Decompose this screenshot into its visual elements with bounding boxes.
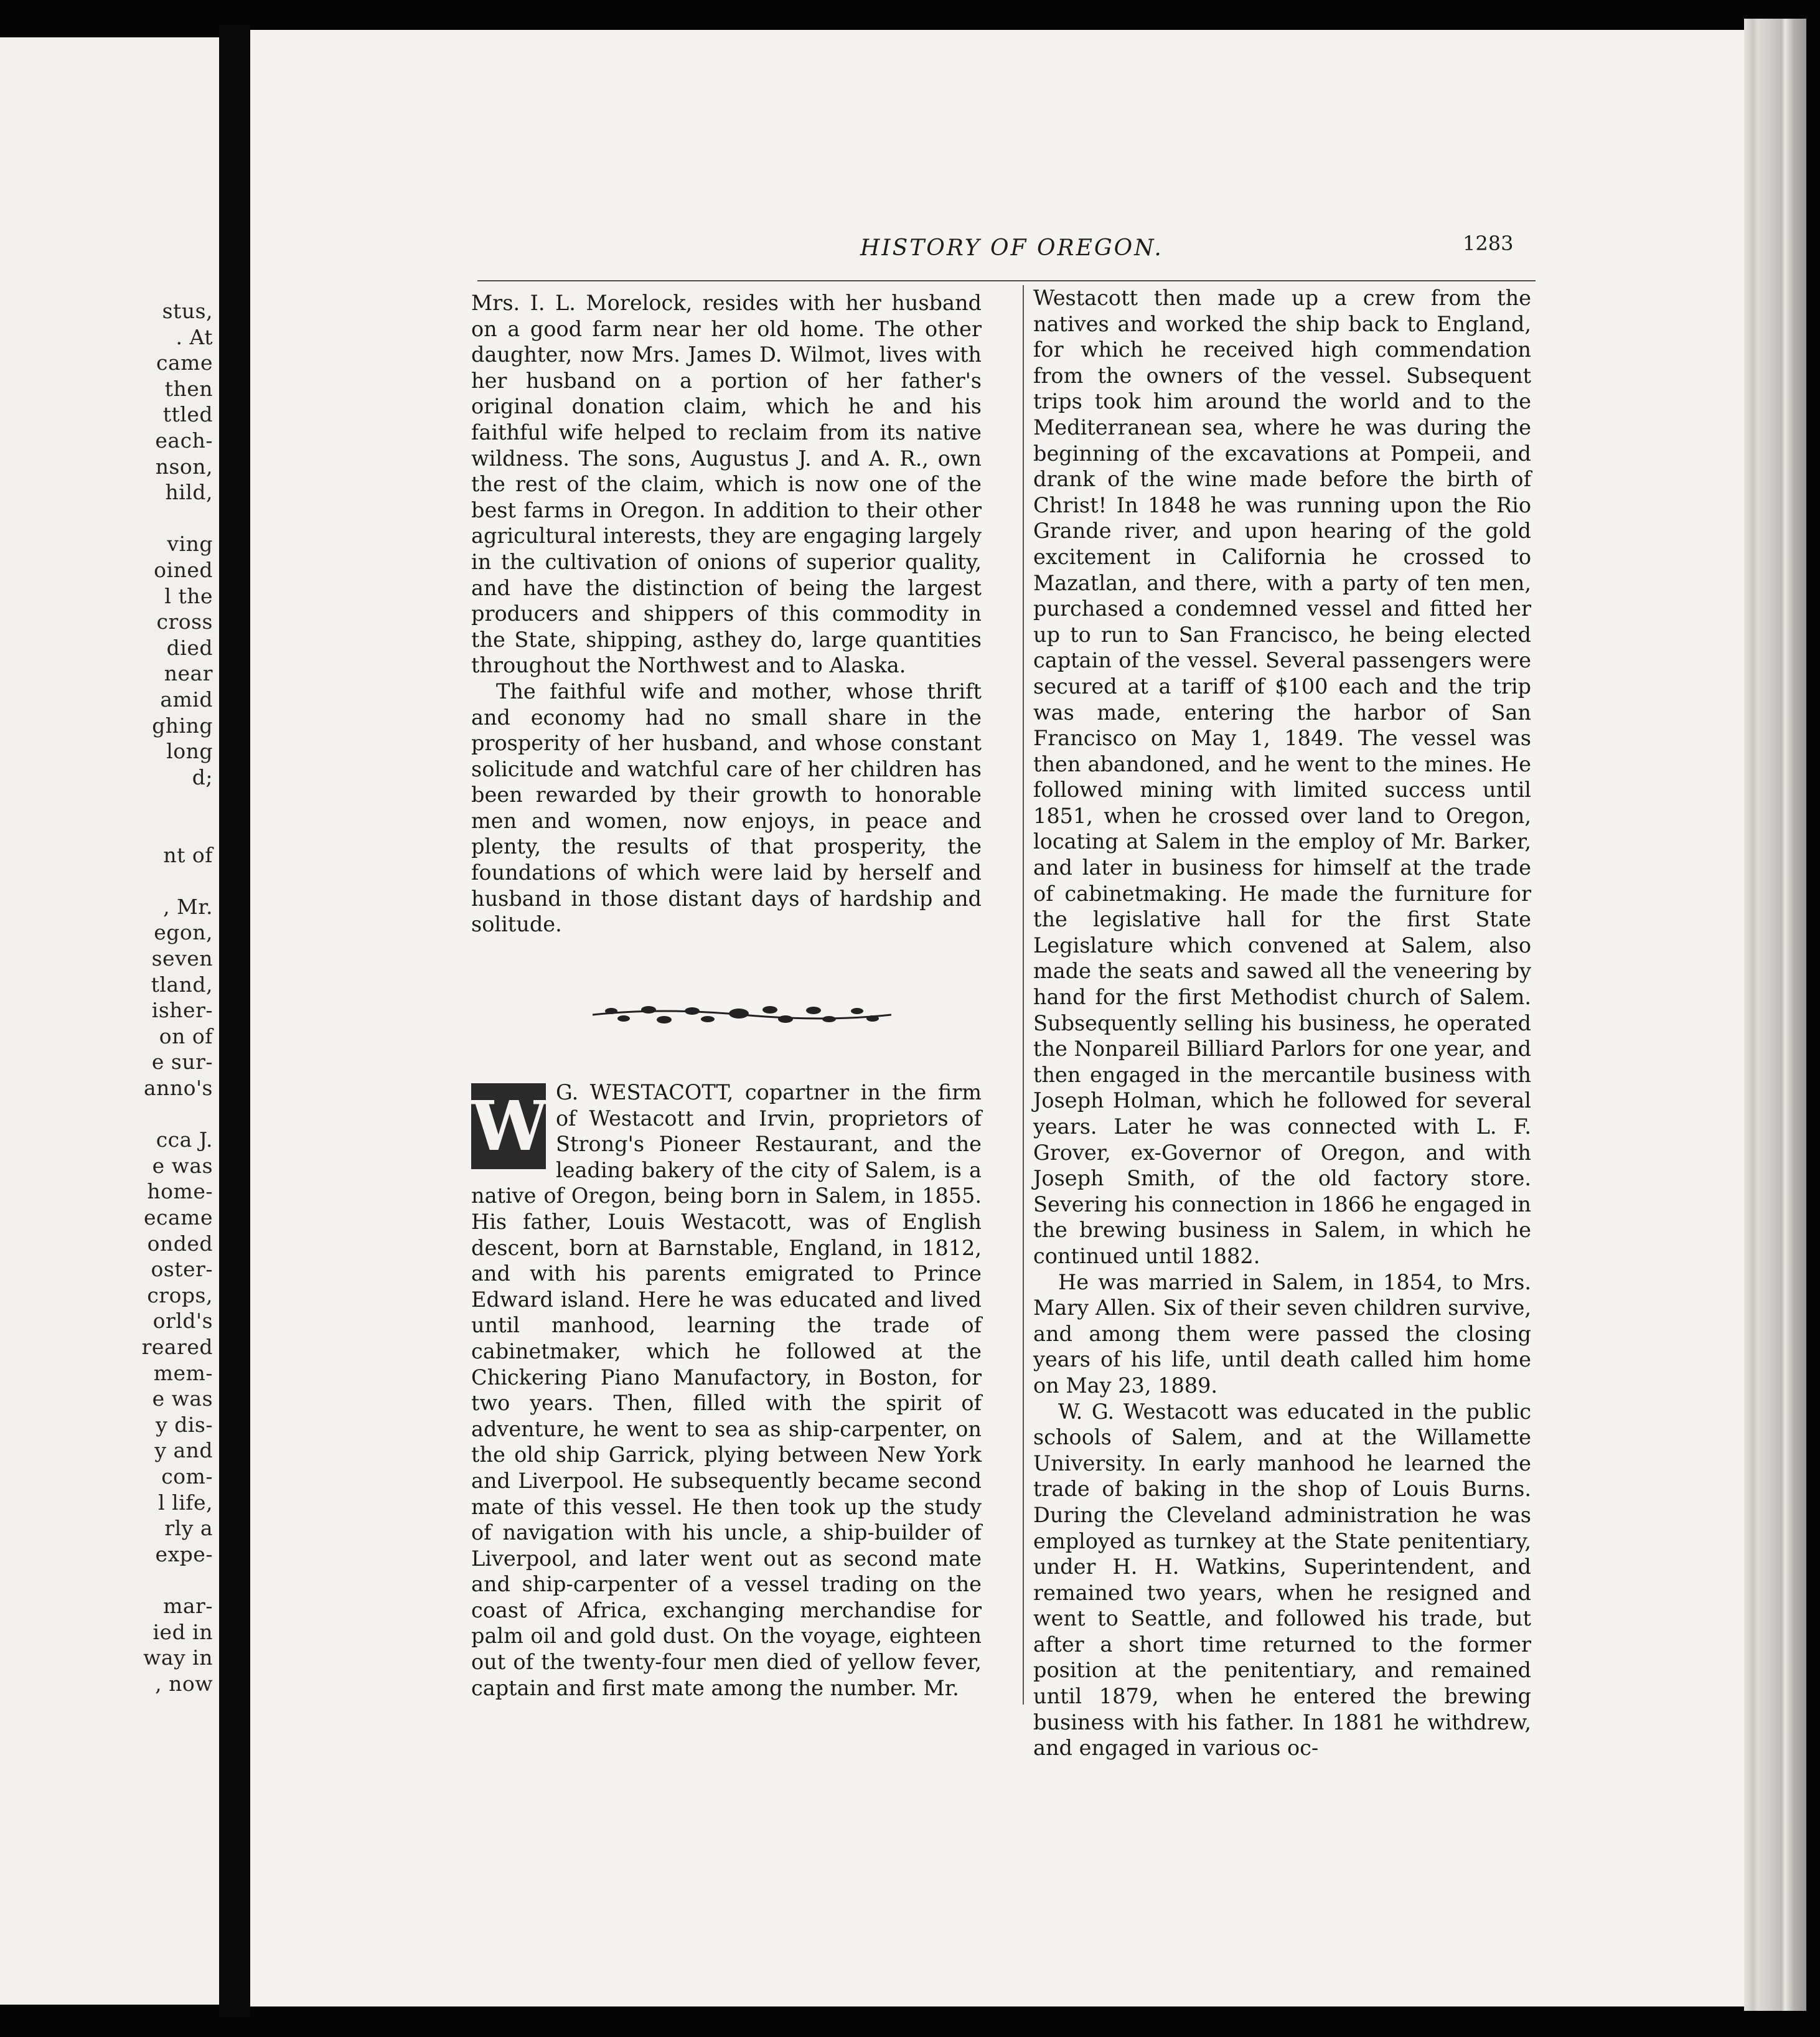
facing-page-line: ttled (162, 402, 213, 427)
facing-page-line: near (164, 661, 213, 686)
facing-page-line: egon, (154, 920, 213, 945)
right-column (1033, 285, 1531, 1761)
left-column-top (471, 290, 982, 938)
running-title: HISTORY OF OREGON. (860, 235, 1163, 261)
paragraph-westacott-intro (471, 1080, 982, 1701)
westacott-intro-text: G. WESTACOTT, copartner in the firm of Westacott and Irvin, proprietors of Strong's Pioneer Restaurant, and the leading bakery of the city of Salem, is a native of Oregon, being born in Salem, in 1855. His father, Louis Westacott, was of English descent, born at Barnstable, England, in 1812, and with his parents emigrated to Prince Edward island. Here he was educated and lived until manhood, learning the trade of cabinetmaker, which he followed at the Chickering Piano Manufactory, in Boston, for two years. Then, filled with the spirit of adventure, he went to sea as ship-carpenter, on the old ship Garrick, plying between New York and Liverpool. He subsequently became second mate of this vessel. He then took up the study of navigation with his uncle, a ship-builder of Liverpool, and later went out as second mate and ship-carpenter of a vessel trading on the coast of Africa, exchanging merchandise for palm oil and gold dust. On the voyage, eighteen out of the twenty-four men died of yellow fever, captain and first mate among the number. Mr. (471, 1080, 982, 1700)
facing-page-line: each- (155, 428, 213, 453)
facing-page-line: expe- (155, 1541, 213, 1566)
facing-page-line: crops, (147, 1282, 213, 1307)
column-divider (1023, 285, 1024, 1705)
book-page (250, 30, 1744, 2006)
facing-page-line: oined (154, 558, 213, 582)
floral-ornament (586, 1002, 898, 1027)
page-number: 1283 (1463, 232, 1514, 255)
paragraph-marriage: He was married in Salem, in 1854, to Mrs. Mary Allen. Six of their seven children survive, and among them were passed the closing years of his life, until death called him home on May 23, 1889. (1033, 1269, 1531, 1398)
facing-page-line: mem- (153, 1360, 213, 1385)
facing-page-line: e was (152, 1153, 213, 1178)
facing-page-line: cross (156, 609, 213, 634)
facing-page-line: on of (159, 1023, 213, 1048)
facing-page-line: l life, (158, 1490, 213, 1515)
facing-page-line: orld's (152, 1309, 213, 1334)
facing-page-line: rly a (164, 1516, 213, 1541)
facing-page-line: ied in (152, 1619, 213, 1644)
facing-page-line: y dis- (156, 1412, 213, 1437)
facing-page-line: l the (164, 583, 213, 608)
page-stack-edge (1744, 19, 1806, 2011)
facing-page-line: came (156, 350, 213, 375)
facing-page-line: oster- (151, 1257, 213, 1282)
facing-page-line: nt of (163, 842, 213, 867)
facing-page-line: anno's (143, 1076, 213, 1100)
facing-page-line: mar- (163, 1594, 213, 1618)
facing-page-line: onded (147, 1231, 213, 1256)
facing-page-line: e sur- (151, 1050, 213, 1075)
facing-page-line: e was (152, 1386, 213, 1411)
facing-page-line: , Mr. (163, 894, 213, 919)
header-rule (477, 280, 1536, 281)
facing-page-line: hild, (165, 480, 213, 505)
left-column-bottom (471, 1080, 982, 1701)
facing-page-fragment (0, 37, 219, 2005)
paragraph-voyages: Westacott then made up a crew from the natives and worked the ship back to England, for which he received high commendation from the owners of the vessel. Subsequent trips took him around the world and to the Mediterranean sea, where he was during the beginning of the excavations at Pompeii, and drank of the wine made before the birth of Christ! In 1848 he was running upon the Rio Grande river, and upon hearing of the gold excitement in California he crossed to Mazatlan, and there, with a party of ten men, purchased a condemned vessel and fitted her up to run to San Francisco, he being elected captain of the vessel. Several passengers were secured at a tariff of $100 each and the trip was made, entering the harbor of San Francisco on May 1, 1849. The vessel was then abandoned, and he went to the mines. He followed mining with limited success until 1851, when he crossed over land to Oregon, locating at Salem in the employ of Mr. Barker, and later in business for himself at the trade of cabinetmaking. He made the furniture for the legislative hall for the first State Legislature which convened at Salem, also made the seats and sawed all the veneering by hand for the first Methodist church of Salem. Subsequently selling his business, he operated the Nonpareil Billiard Parlors for one year, and then engaged in the mercantile business with Joseph Holman, which he followed for several years. Later he was connected with L. F. Grover, ex-Governor of Oregon, and with Joseph Smith, of the old factory store. Severing his connection in 1866 he engaged in the brewing business in Salem, in which he continued until 1882. (1033, 286, 1532, 1268)
paragraph-morelock: Mrs. I. L. Morelock, resides with her husband on a good farm near her old home. The other daughter, now Mrs. James D. Wilmot, lives with her husband on a portion of her father's original donation claim, which he and his faithful wife helped to reclaim from its native wildness. The sons, Augustus J. and A. R., own the rest of the claim, which is now one of the best farms in Oregon. In addition to their other agricultural interests, they are engaging largely in the cultivation of onions of superior quality, and have the distinction of being the largest producers and shippers of this commodity in the State, shipping, asthey do, large quantities throughout the Northwest and to Alaska. (471, 291, 982, 678)
facing-page-line: cca J. (156, 1127, 213, 1152)
facing-page-line: ecame (143, 1205, 213, 1230)
drop-cap-initial: W (471, 1083, 546, 1169)
facing-page-line: home- (147, 1179, 213, 1204)
facing-page-line: com- (161, 1464, 213, 1489)
facing-page-line: then (164, 376, 213, 401)
facing-page-line: ghing (152, 713, 213, 738)
facing-page-line: d; (192, 764, 213, 789)
book-gutter (219, 25, 250, 2017)
facing-page-line: died (166, 635, 213, 660)
facing-page-line: nson, (155, 454, 213, 479)
paragraph-faithful-wife: The faithful wife and mother, whose thrift and economy had no small share in the prosperity of her husband, and whose constant solicitude and watchful care of her children has been rewarded by their growth to honorable men and women, now enjoys, in peace and plenty, the results of that prosperity, the foundations of which were laid by herself and husband in those distant days of hardship and solitude. (471, 679, 982, 937)
facing-page-line: way in (143, 1645, 213, 1670)
facing-page-line: y and (154, 1438, 213, 1463)
facing-page-line: stus, (162, 299, 213, 323)
facing-page-line: tland, (151, 972, 213, 997)
facing-page-line: isher- (151, 998, 213, 1023)
running-header (250, 232, 1744, 273)
paragraph-education: W. G. Westacott was educated in the public schools of Salem, and at the Willamette University. In early manhood he learned the trade of baking in the shop of Louis Burns. During the Cleveland administration he was employed as turnkey at the State penitentiary, under H. H. Watkins, Superintendent, and remained two years, when he resigned and went to Seattle, and followed his trade, but after a short time returned to the former position at the penitentiary, and remained until 1879, when he entered the brewing business with his father. In 1881 he withdrew, and engaged in various oc- (1033, 1399, 1531, 1761)
facing-page-line: ving (167, 532, 213, 557)
facing-page-line: amid (160, 687, 213, 712)
facing-page-line: , now (155, 1671, 213, 1696)
facing-page-line: seven (151, 946, 213, 971)
facing-page-line: long (166, 739, 213, 764)
facing-page-line: . At (176, 324, 213, 349)
facing-page-line: reared (141, 1335, 213, 1359)
